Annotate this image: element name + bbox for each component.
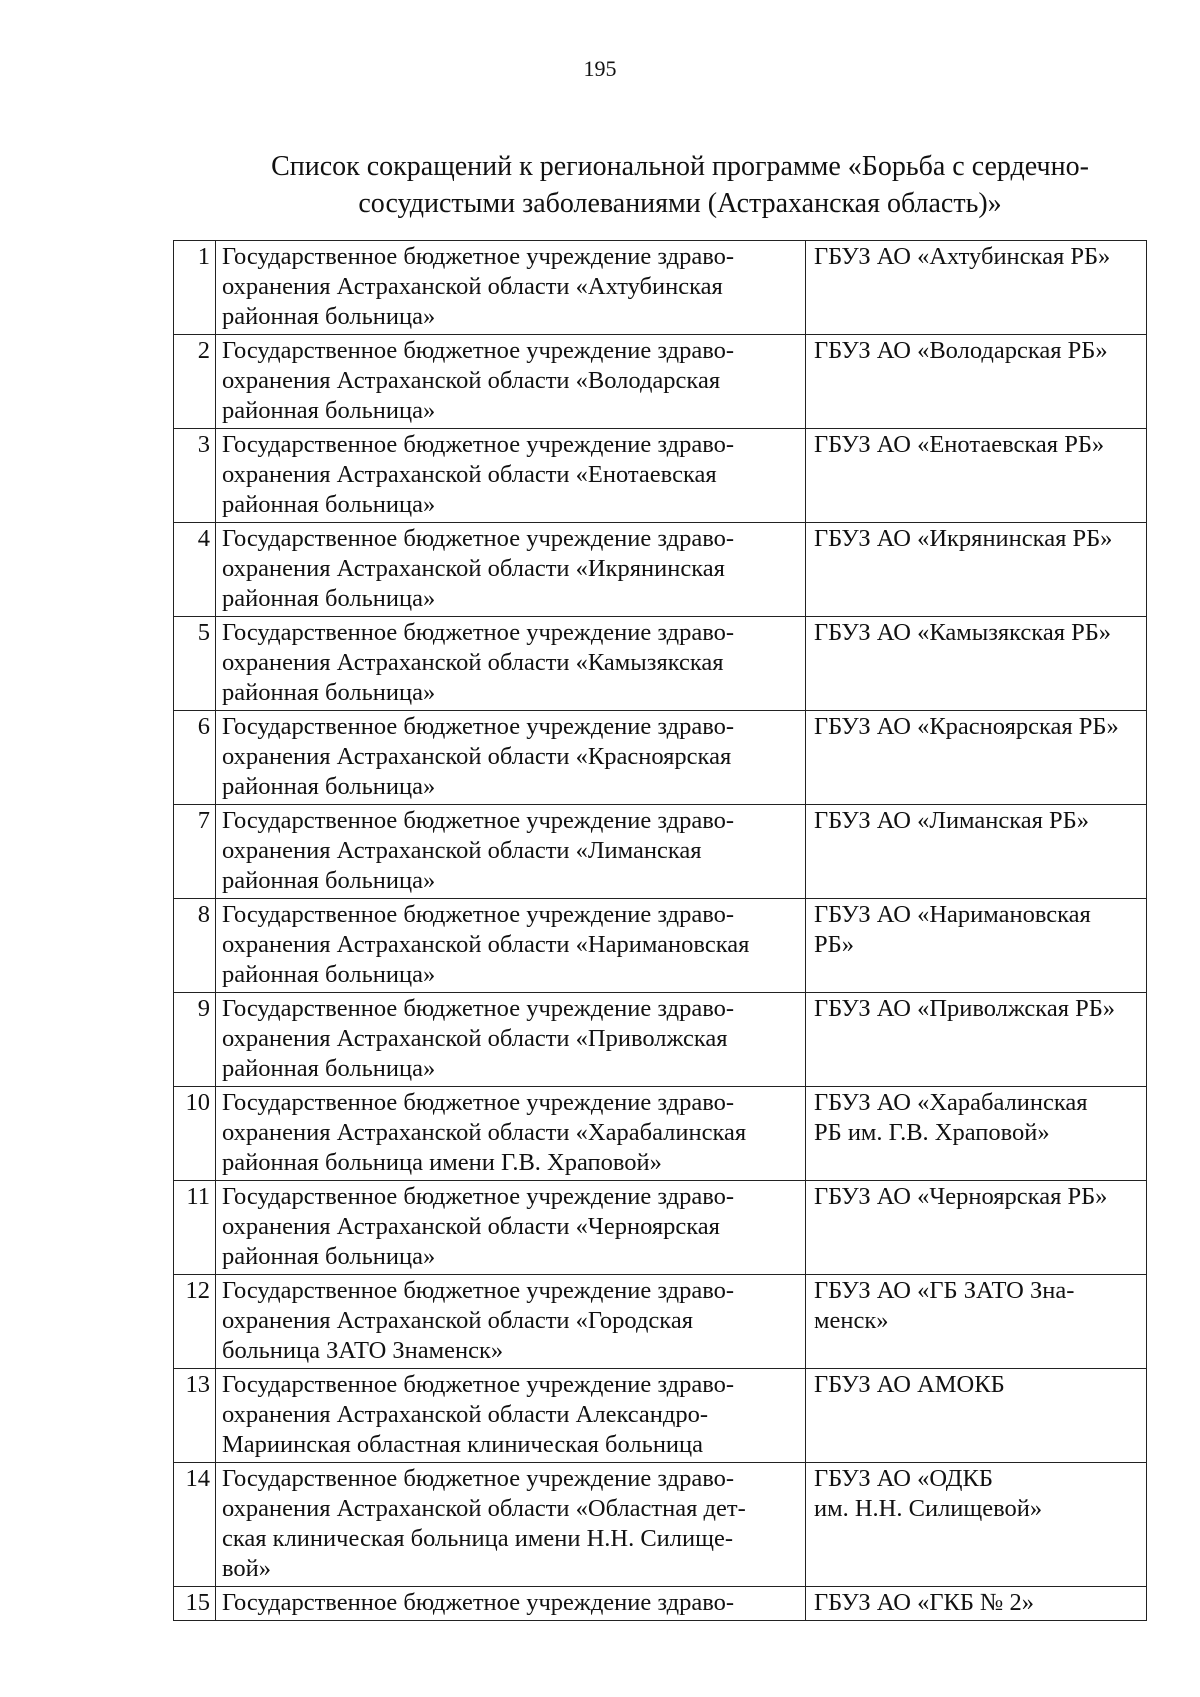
institution-full-name: [216, 523, 806, 617]
institution-abbreviation: [806, 1087, 1147, 1181]
name-line: охранения Астраханской области «Наримановская: [222, 931, 750, 958]
name-line: Государственное бюджетное учреждение здраво-: [222, 1371, 735, 1398]
table-row: [174, 1463, 1147, 1587]
name-line: Государственное бюджетное учреждение здраво-: [222, 243, 735, 270]
institution-abbreviation: [806, 617, 1147, 711]
row-number: 4: [174, 523, 216, 617]
institution-full-name: [216, 993, 806, 1087]
institution-full-name: [216, 1463, 806, 1587]
row-number: 2: [174, 335, 216, 429]
institution-abbreviation: [806, 523, 1147, 617]
table-row: [174, 993, 1147, 1087]
institution-full-name: [216, 429, 806, 523]
abbreviation-line: ГБУЗ АО «ГБ ЗАТО Зна-: [814, 1277, 1075, 1304]
abbreviation-line: ГБУЗ АО «Икрянинская РБ»: [814, 525, 1113, 552]
institution-full-name: [216, 1587, 806, 1621]
name-line: охранения Астраханской области «Черноярская: [222, 1213, 720, 1240]
name-line: охранения Астраханской области «Камызякская: [222, 649, 724, 676]
table-row: [174, 241, 1147, 335]
name-line: Государственное бюджетное учреждение здраво-: [222, 807, 735, 834]
row-number: 10: [174, 1087, 216, 1181]
institution-full-name: [216, 335, 806, 429]
title-line-2: сосудистыми заболеваниями (Астраханская область)»: [358, 188, 1002, 219]
abbreviations-table: [173, 240, 1147, 1621]
name-line: районная больница»: [222, 397, 436, 424]
institution-full-name: [216, 1275, 806, 1369]
table-row: [174, 523, 1147, 617]
name-line: охранения Астраханской области «Володарская: [222, 367, 721, 394]
abbreviation-line: ГБУЗ АО «Камызякская РБ»: [814, 619, 1112, 646]
name-line: районная больница»: [222, 1055, 436, 1082]
abbreviation-line: менск»: [814, 1307, 889, 1334]
name-line: районная больница»: [222, 961, 436, 988]
name-line: Государственное бюджетное учреждение здраво-: [222, 337, 735, 364]
institution-full-name: [216, 805, 806, 899]
name-line: охранения Астраханской области «Приволжская: [222, 1025, 728, 1052]
name-line: районная больница имени Г.В. Храповой»: [222, 1149, 662, 1176]
name-line: Государственное бюджетное учреждение здраво-: [222, 1589, 735, 1616]
institution-full-name: [216, 241, 806, 335]
table-row: [174, 335, 1147, 429]
abbreviation-line: ГБУЗ АО АМОКБ: [814, 1371, 1005, 1398]
name-line: Государственное бюджетное учреждение здраво-: [222, 1465, 735, 1492]
abbreviation-line: ГБУЗ АО «Черноярская РБ»: [814, 1183, 1108, 1210]
name-line: больница ЗАТО Знаменск»: [222, 1337, 504, 1364]
name-line: охранения Астраханской области «Икрянинская: [222, 555, 725, 582]
row-number: 11: [174, 1181, 216, 1275]
page-number: 195: [583, 56, 617, 81]
name-line: вой»: [222, 1555, 272, 1582]
institution-abbreviation: [806, 1369, 1147, 1463]
row-number: 9: [174, 993, 216, 1087]
row-number: 7: [174, 805, 216, 899]
row-number: 3: [174, 429, 216, 523]
name-line: охранения Астраханской области «Харабалинская: [222, 1119, 747, 1146]
name-line: районная больница»: [222, 491, 436, 518]
row-number: 5: [174, 617, 216, 711]
abbreviation-line: ГБУЗ АО «Наримановская: [814, 901, 1091, 928]
abbreviation-line: ГБУЗ АО «Красноярская РБ»: [814, 713, 1119, 740]
institution-abbreviation: [806, 711, 1147, 805]
name-line: охранения Астраханской области Александро-: [222, 1401, 709, 1428]
abbreviation-line: им. Н.Н. Силищевой»: [814, 1495, 1043, 1522]
abbreviation-line: ГБУЗ АО «Приволжская РБ»: [814, 995, 1116, 1022]
institution-abbreviation: [806, 429, 1147, 523]
name-line: районная больница»: [222, 303, 436, 330]
table-row: [174, 1587, 1147, 1621]
row-number: 6: [174, 711, 216, 805]
institution-full-name: [216, 1369, 806, 1463]
institution-abbreviation: [806, 241, 1147, 335]
institution-abbreviation: [806, 1463, 1147, 1587]
table-row: [174, 805, 1147, 899]
abbreviation-line: ГБУЗ АО «Лиманская РБ»: [814, 807, 1090, 834]
name-line: Государственное бюджетное учреждение здраво-: [222, 525, 735, 552]
name-line: Государственное бюджетное учреждение здраво-: [222, 995, 735, 1022]
table-row: [174, 1181, 1147, 1275]
title-line-1: Список сокращений к региональной программе «Борьба с сердечно-: [271, 151, 1089, 182]
row-number: 13: [174, 1369, 216, 1463]
institution-abbreviation: [806, 805, 1147, 899]
abbreviation-line: ГБУЗ АО «Володарская РБ»: [814, 337, 1108, 364]
name-line: Мариинская областная клиническая больница: [222, 1431, 704, 1458]
name-line: охранения Астраханской области «Областная дет-: [222, 1495, 746, 1522]
name-line: районная больница»: [222, 1243, 436, 1270]
table-row: [174, 1369, 1147, 1463]
table-row: [174, 429, 1147, 523]
institution-full-name: [216, 899, 806, 993]
document-title: [240, 148, 1120, 222]
name-line: Государственное бюджетное учреждение здраво-: [222, 713, 735, 740]
institution-abbreviation: [806, 1587, 1147, 1621]
table-row: [174, 711, 1147, 805]
name-line: охранения Астраханской области «Городская: [222, 1307, 693, 1334]
name-line: ская клиническая больница имени Н.Н. Силище-: [222, 1525, 734, 1552]
name-line: Государственное бюджетное учреждение здраво-: [222, 619, 735, 646]
abbreviation-line: РБ им. Г.В. Храповой»: [814, 1119, 1050, 1146]
name-line: районная больница»: [222, 773, 436, 800]
name-line: охранения Астраханской области «Ахтубинская: [222, 273, 723, 300]
table-row: [174, 1087, 1147, 1181]
institution-full-name: [216, 1087, 806, 1181]
institution-abbreviation: [806, 1275, 1147, 1369]
name-line: охранения Астраханской области «Енотаевская: [222, 461, 717, 488]
row-number: 15: [174, 1587, 216, 1621]
table-row: [174, 1275, 1147, 1369]
name-line: охранения Астраханской области «Красноярская: [222, 743, 732, 770]
institution-full-name: [216, 711, 806, 805]
name-line: Государственное бюджетное учреждение здраво-: [222, 1183, 735, 1210]
name-line: районная больница»: [222, 679, 436, 706]
name-line: районная больница»: [222, 867, 436, 894]
institution-abbreviation: [806, 335, 1147, 429]
abbreviation-line: ГБУЗ АО «ОДКБ: [814, 1465, 993, 1492]
abbreviation-line: ГБУЗ АО «Енотаевская РБ»: [814, 431, 1105, 458]
table-body: [174, 241, 1147, 1621]
table-row: [174, 617, 1147, 711]
institution-abbreviation: [806, 899, 1147, 993]
institution-full-name: [216, 617, 806, 711]
name-line: охранения Астраханской области «Лиманская: [222, 837, 702, 864]
institution-abbreviation: [806, 993, 1147, 1087]
abbreviation-line: ГБУЗ АО «Харабалинская: [814, 1089, 1088, 1116]
table-row: [174, 899, 1147, 993]
name-line: районная больница»: [222, 585, 436, 612]
row-number: 14: [174, 1463, 216, 1587]
name-line: Государственное бюджетное учреждение здраво-: [222, 431, 735, 458]
name-line: Государственное бюджетное учреждение здраво-: [222, 1277, 735, 1304]
abbreviation-line: РБ»: [814, 931, 854, 958]
row-number: 8: [174, 899, 216, 993]
name-line: Государственное бюджетное учреждение здраво-: [222, 901, 735, 928]
name-line: Государственное бюджетное учреждение здраво-: [222, 1089, 735, 1116]
row-number: 1: [174, 241, 216, 335]
row-number: 12: [174, 1275, 216, 1369]
abbreviation-line: ГБУЗ АО «ГКБ № 2»: [814, 1589, 1035, 1616]
institution-abbreviation: [806, 1181, 1147, 1275]
abbreviation-line: ГБУЗ АО «Ахтубинская РБ»: [814, 243, 1111, 270]
institution-full-name: [216, 1181, 806, 1275]
